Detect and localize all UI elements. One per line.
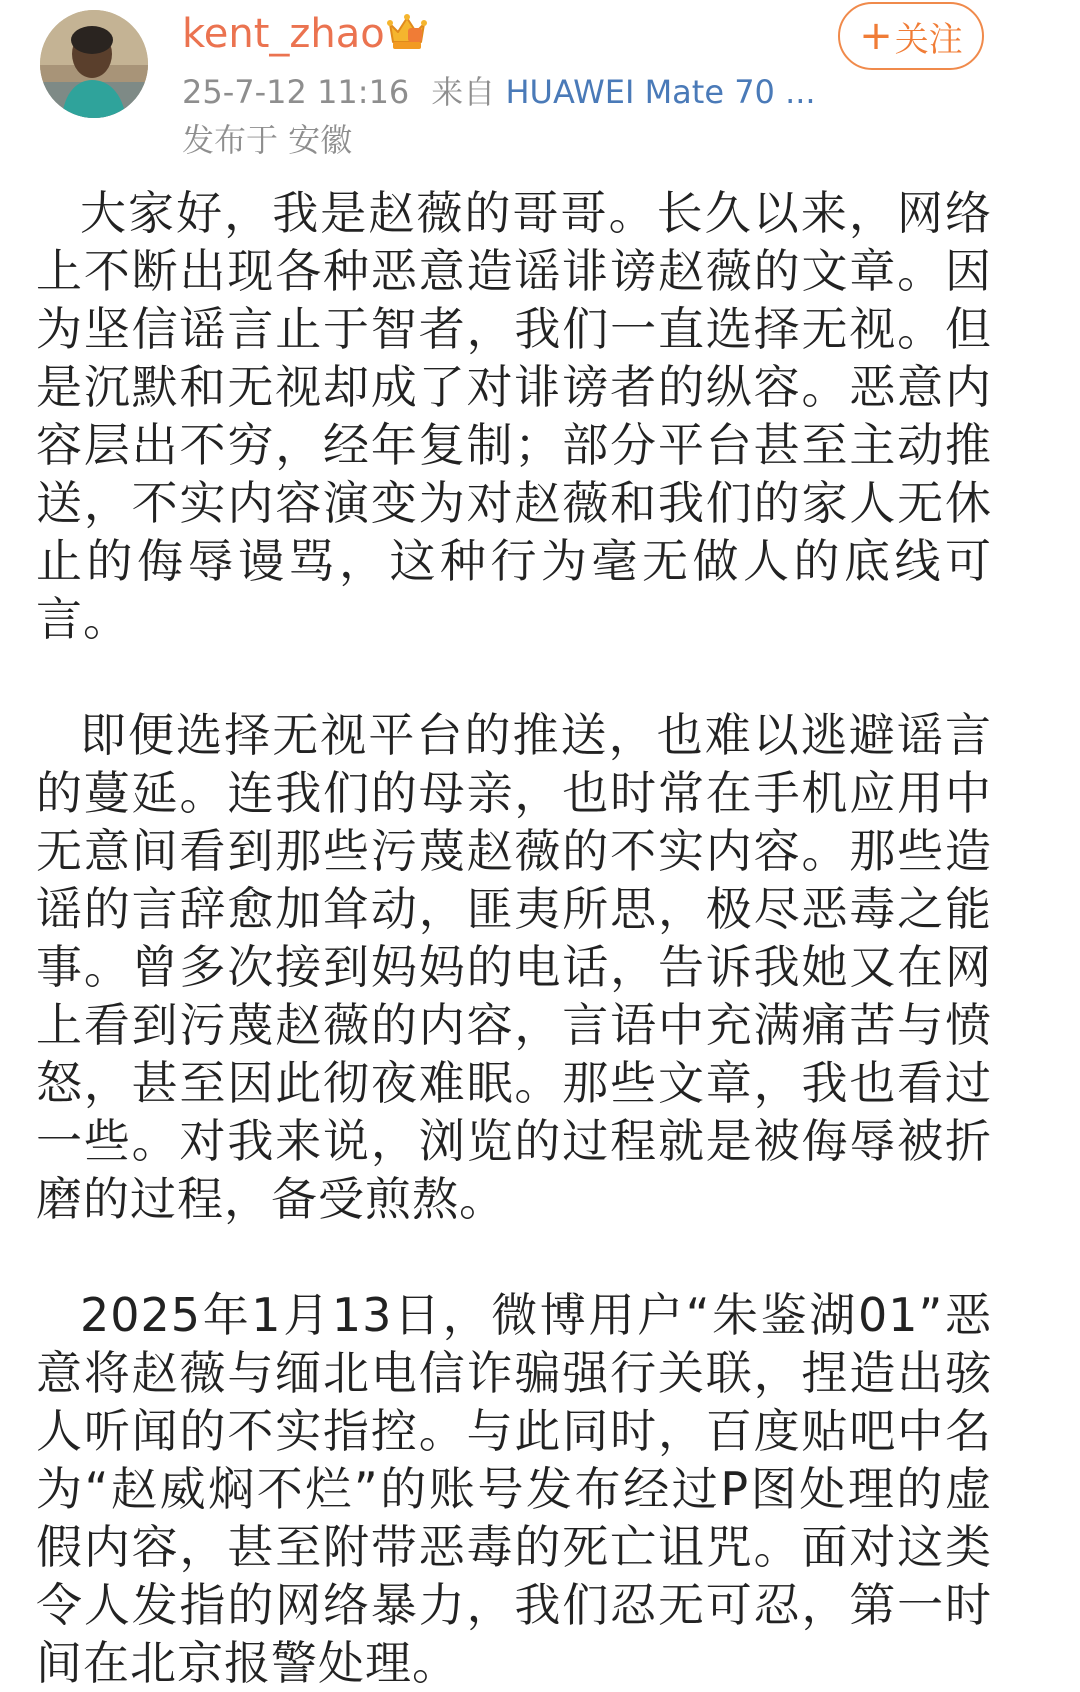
post-location: 发布于 安徽	[182, 121, 353, 159]
follow-button[interactable]	[838, 2, 984, 70]
avatar-photo-icon[interactable]	[40, 10, 148, 118]
plus-icon: +	[859, 13, 893, 59]
device-link[interactable]: HUAWEI Mate 70 ...	[505, 73, 816, 111]
follow-button-label: 关注	[894, 19, 963, 60]
post-meta	[182, 70, 816, 114]
source-prefix: 来自	[431, 73, 496, 111]
post-body	[36, 184, 992, 1692]
vip-crown-icon[interactable]	[386, 12, 428, 52]
post-paragraph-2: 即便选择无视平台的推送，也难以逃避谣言的蔓延。连我们的母亲，也时常在手机应用中无意间看到那些污蔑赵薇的不实内容。那些造谣的言辞愈加耸动，匪夷所思，极尽恶毒之能事。曾多次接到妈妈的电话，告诉我她又在网上看到污蔑赵薇的内容，言语中充满痛苦与愤怒，甚至因此彻夜难眠。那些文章，我也看过一些。对我来说，浏览的过程就是被侮辱被折磨的过程，备受煎熬。	[36, 708, 992, 1226]
post-timestamp: 25-7-12 11:16	[182, 73, 410, 111]
post-header	[0, 0, 1080, 170]
username[interactable]: kent_zhao	[182, 11, 385, 57]
post-paragraph-3: 2025年1月13日，微博用户“朱鉴湖01”恶意将赵薇与缅北电信诈骗强行关联，捏造出骇人听闻的不实指控。与此同时，百度贴吧中名为“赵威焖不烂”的账号发布经过P图处理的虚假内容，甚至附带恶毒的死亡诅咒。面对这类令人发指的网络暴力，我们忍无可忍，第一时间在北京报警处理。	[36, 1288, 992, 1690]
post-paragraph-1: 大家好，我是赵薇的哥哥。长久以来，网络上不断出现各种恶意造谣诽谤赵薇的文章。因为坚信谣言止于智者，我们一直选择无视。但是沉默和无视却成了对诽谤者的纵容。恶意内容层出不穷，经年复制；部分平台甚至主动推送，不实内容演变为对赵薇和我们的家人无休止的侮辱谩骂，这种行为毫无做人的底线可言。	[36, 186, 992, 646]
avatar-image	[40, 10, 148, 118]
